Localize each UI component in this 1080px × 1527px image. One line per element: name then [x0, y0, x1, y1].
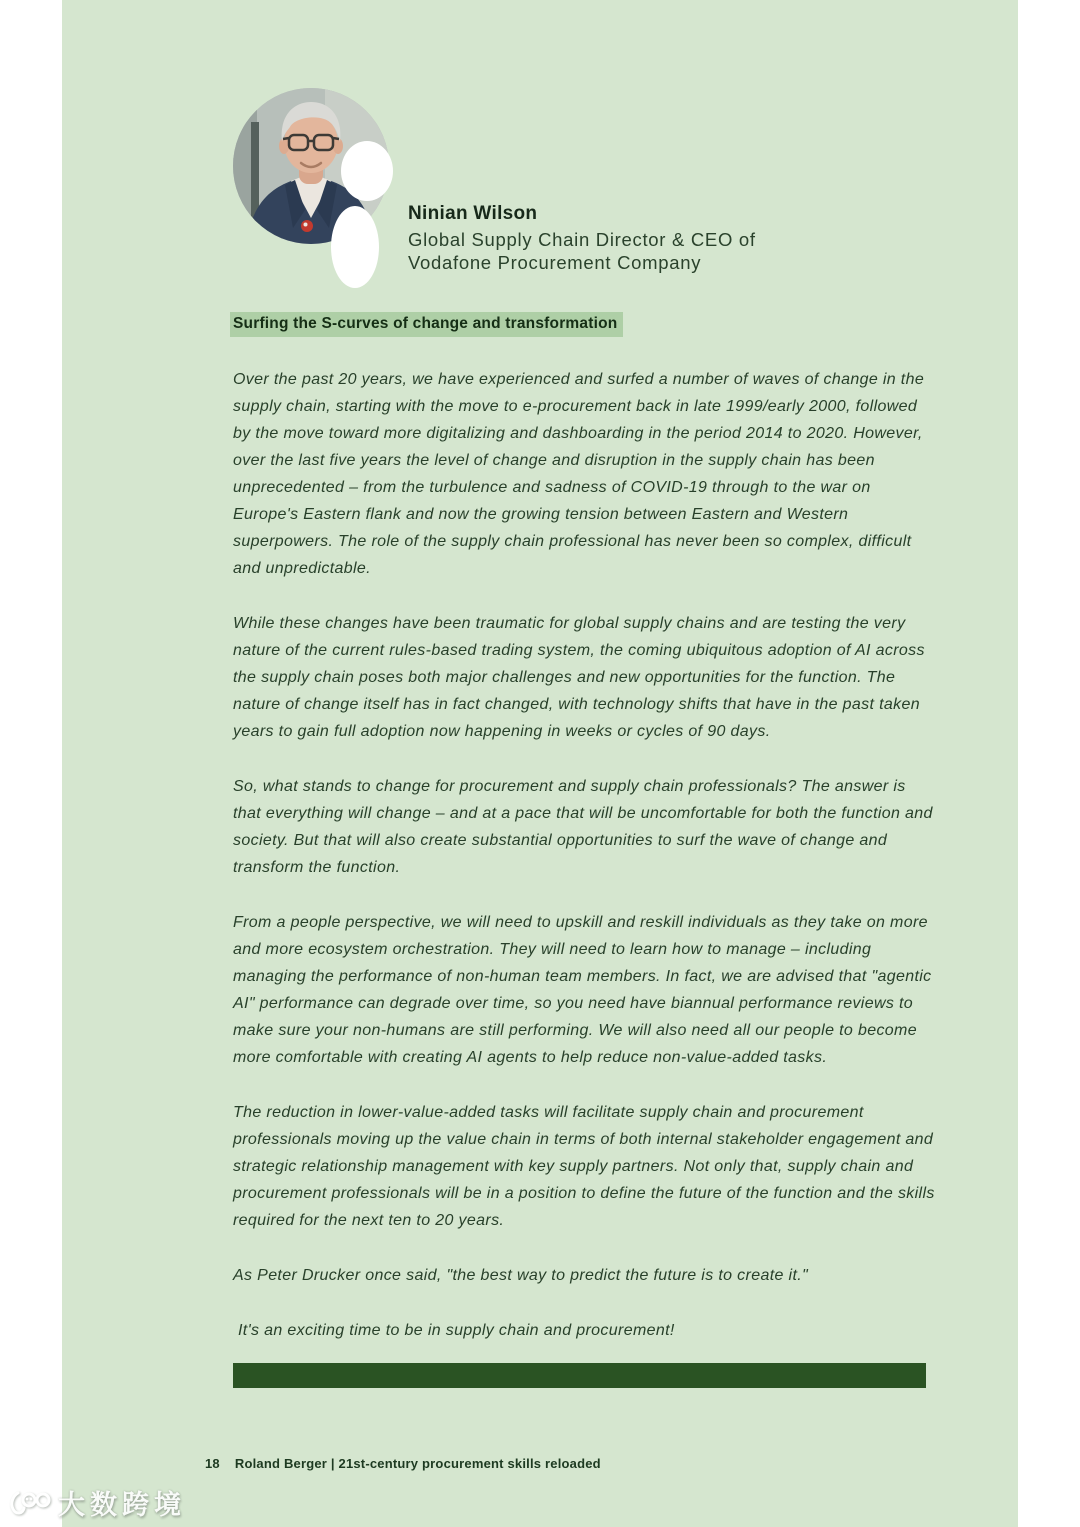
body-paragraph: While these changes have been traumatic for global supply chains and are testing the very nature of the current rules-based trading system, the coming ubiquitous adoption of AI across the supply chain poses both major challenges and new opportunities for the function. The nature of change itself has in fact changed, with technology shifts that have in the past taken years to gain full adoption now happening in weeks or cycles of 90 days.	[233, 615, 925, 740]
body-paragraph: It's an exciting time to be in supply chain and procurement!	[238, 1322, 675, 1339]
person-name: Ninian Wilson	[408, 203, 538, 224]
profile-block	[408, 203, 756, 274]
body-paragraph: Over the past 20 years, we have experienced and surfed a number of waves of change in the supply chain, starting with the move to e-procurement back in late 1999/early 2000, followed by the move toward more digitalizing and dashboarding in the period 2014 to 2020. However, over the last five years the level of change and disruption in the supply chain has been unprecedented – from the turbulence and sadness of COVID-19 through to the war on Europe's Eastern flank and now the growing tension between Eastern and Western superpowers. The role of the supply chain professional has never been so complex, difficult and unpredictable.	[233, 371, 925, 577]
watermark-logo-icon	[8, 1487, 52, 1519]
section-heading-row	[230, 312, 623, 337]
person-title-line1: Global Supply Chain Director & CEO of	[408, 229, 756, 250]
watermark-text: 大数跨境	[58, 1490, 186, 1520]
person-title-line2: Vodafone Procurement Company	[408, 251, 702, 273]
page-footer	[205, 1456, 601, 1471]
body-paragraph: As Peter Drucker once said, "the best way to predict the future is to create it."	[233, 1267, 809, 1284]
page-number: 18	[205, 1456, 220, 1471]
body-paragraph: The reduction in lower-value-added tasks will facilitate supply chain and procurement professionals moving up the value chain in terms of both internal stakeholder engagement and strategic relationship management with key supply partners. Not only that, supply chain and procurement professionals will be in a position to define the future of the function and the skills required for the next ten to 20 years.	[233, 1104, 935, 1229]
decorative-circle-bottom	[331, 206, 379, 288]
body-text-column	[233, 366, 937, 1372]
watermark	[8, 1483, 186, 1522]
body-paragraph: So, what stands to change for procurement and supply chain professionals? The answer is that everything will change – and at a pace that will be uncomfortable for both the function and society. But that will also create substantial opportunities to surf the wave of change and transform the function.	[233, 778, 933, 876]
accent-bar	[233, 1363, 926, 1388]
section-heading: Surfing the S-curves of change and transformation	[230, 312, 623, 337]
decorative-circle-top	[341, 141, 393, 201]
body-paragraph: From a people perspective, we will need to upskill and reskill individuals as they take on more and more ecosystem orchestration. They will need to learn how to manage – including managing the performance of non-human team members. In fact, we are advised that "agentic AI" performance can degrade over time, so you need have biannual performance reviews to make sure your non-humans are still performing. We will also need all our people to become more comfortable with creating AI agents to help reduce non-value-added tasks.	[233, 914, 932, 1066]
footer-report-title: Roland Berger | 21st-century procurement skills reloaded	[234, 1456, 601, 1471]
